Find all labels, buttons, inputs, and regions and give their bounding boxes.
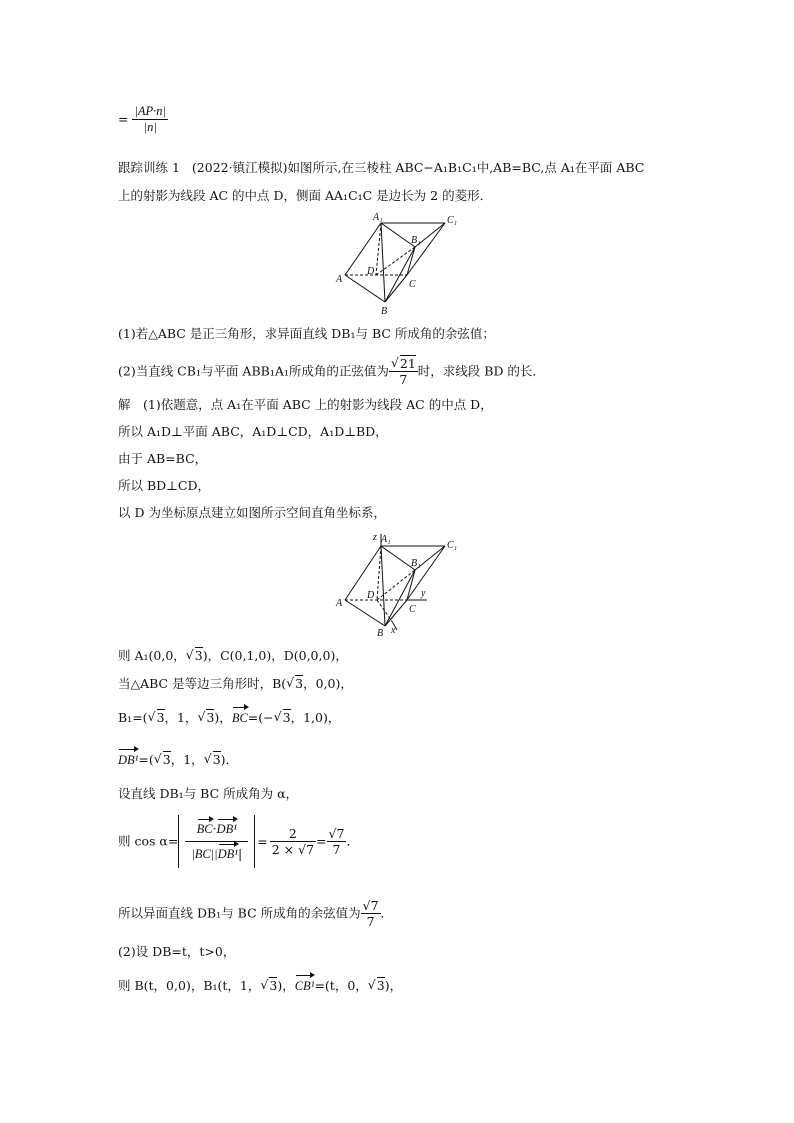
label-A1: A₁ [381, 534, 391, 545]
label-A: A [336, 274, 343, 285]
solution-line-5: 以 D 为坐标原点建立如图所示空间直角坐标系， [118, 505, 386, 520]
coord-line-4: DB¹=(√ 3，1，√ 3)． [118, 752, 238, 768]
frac-2-over: $\frac{2}{2 \times √7}$ [271, 826, 315, 857]
solution-line-2: 所以 A₁D⊥平面 ABC，A₁D⊥CD，A₁D⊥BD， [118, 424, 388, 439]
exercise-line-1: 跟踪训练 1 (2022·镇江模拟)如图所示,在三棱柱 ABC−A₁B₁C₁中,AB=BC,点 A₁在平面 ABC [118, 160, 645, 175]
part2-line-2: 则 B(t，0,0)，B₁(t，1，√ 3)，CB¹=(t，0，√ 3)， [118, 978, 402, 994]
coord-line-3: B₁=(√ 3，1，√ 3)，BC=(−√ 3，1,0)， [118, 710, 340, 726]
solution-line-4: 所以 BD⊥CD， [118, 478, 211, 493]
label-D: D [367, 590, 375, 601]
exercise-line-2: 上的射影为线段 AC 的中点 D，侧面 AA₁C₁C 是边长为 2 的菱形． [118, 188, 493, 203]
conclusion-line: 所以异面直线 DB₁与 BC 所成角的余弦值为 $\frac{√7}{7}$ ． [118, 898, 394, 929]
label-C1: C₁ [447, 215, 458, 226]
top-fraction: $\frac{|AP\cdot n|}{|n|}$ [134, 104, 166, 134]
solution-line-1: 解 (1)依题意，点 A₁在平面 ABC 上的射影为线段 AC 的中点 D， [118, 397, 493, 412]
part2-line-1: (2)设 DB=t，t>0， [118, 944, 236, 959]
label-C: C [409, 279, 416, 290]
label-z: z [373, 532, 377, 543]
label-D: D [367, 266, 375, 277]
exercise-label: 跟踪训练 1 [118, 160, 180, 175]
exercise-source: (2022·镇江模拟) [191, 160, 288, 175]
frac-sqrt7-over-7: $\frac{√7}{7}$ [328, 826, 345, 857]
abs-bars: $\frac{\text{BC·DB¹}}{\text{|BC||DB¹|}}$ [178, 815, 255, 868]
angle-set-line: 设直线 DB₁与 BC 所成角为 α， [118, 786, 299, 801]
label-B1: B₁ [411, 558, 421, 569]
prism-figure-1 [335, 210, 470, 320]
label-C: C [409, 604, 416, 615]
question-2: (2)当直线 CB₁与平面 ABB₁A₁所成角的正弦值为 √ $\frac{21}{7}$ 时，求线段 BD 的长． [118, 356, 545, 387]
label-A1: A₁ [373, 212, 383, 223]
question-1: (1)若△ABC 是正三角形，求异面直线 DB₁与 BC 所成角的余弦值； [118, 326, 495, 341]
coord-line-2: 当△ABC 是等边三角形时，B(√ 3，0,0)， [118, 676, 353, 692]
solution-line-3: 由于 AB=BC， [118, 451, 208, 466]
cos-formula: 则 cos α= $\frac{\text{BC·DB¹}}{\text{|BC||DB¹|}}$ = $\frac{2}{2 \times √7}$ = $\frac{√7}{7}$ ． [118, 815, 359, 868]
label-A: A [336, 598, 343, 609]
label-y: y [421, 588, 426, 599]
coord-line-1: 则 A₁(0,0，√ 3)，C(0,1,0)，D(0,0,0)， [118, 648, 348, 664]
label-B: B [377, 628, 384, 639]
label-B: B [381, 306, 388, 317]
label-C1: C₁ [447, 540, 458, 551]
prism-figure-2 [335, 530, 470, 640]
label-x: x [391, 625, 396, 636]
label-B1: B₁ [411, 235, 421, 246]
sqrt21-over-7: √ $\frac{21}{7}$ [389, 356, 418, 387]
top-formula: = $\frac{|AP\cdot n|}{|n|}$ [118, 104, 166, 134]
